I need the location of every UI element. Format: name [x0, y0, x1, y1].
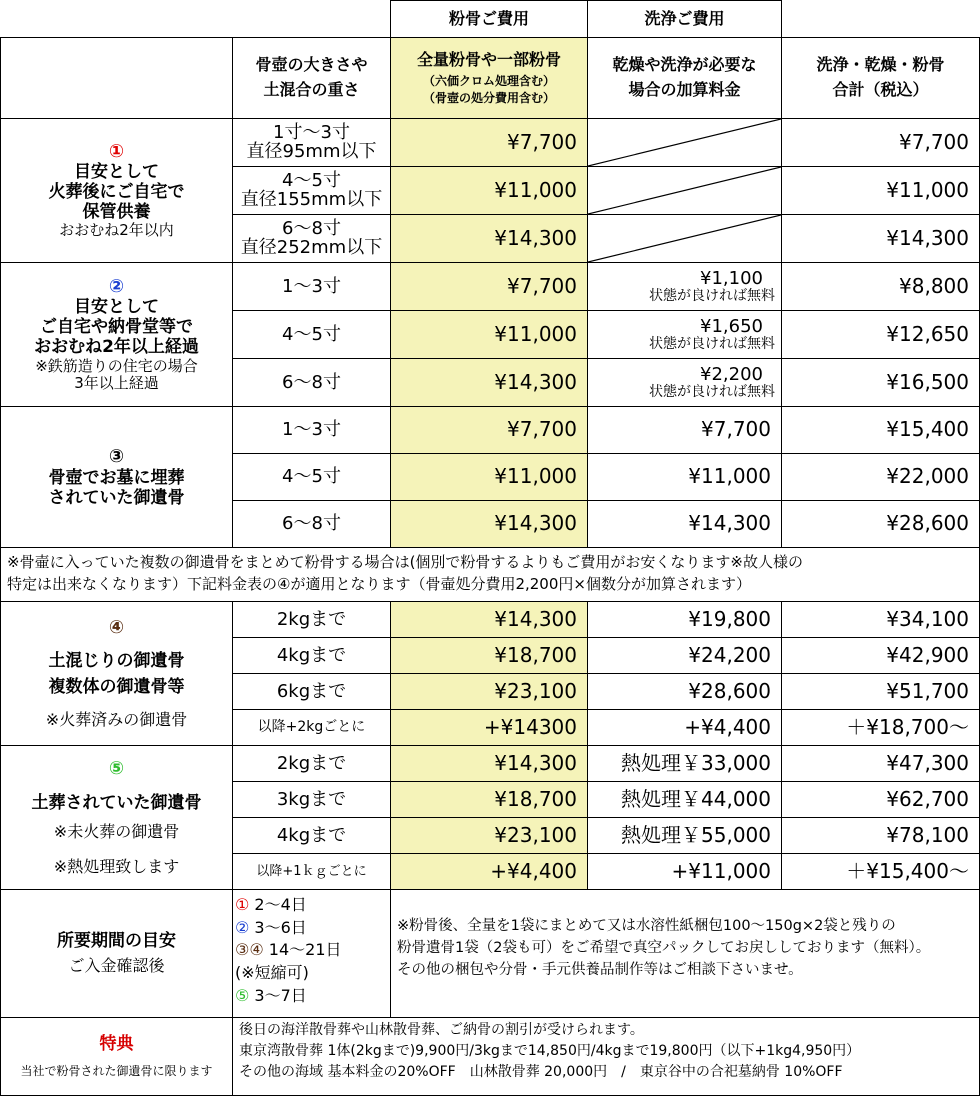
tokuten-line2: 東京湾散骨葬 1体(2kgまで)9,900円/3kgまで14,850円/4kgまで19,800円（以下+1kg4,950円） [239, 1043, 861, 1059]
s1-row2-total [781, 166, 980, 215]
section4-title-line1: 土混じりの御遺骨 [48, 650, 185, 671]
s3-row1-senjo-value: ¥7,700 [701, 417, 771, 442]
s5-row4-total [781, 853, 980, 890]
section4-title-line2: 複数体の御遺骨等 [48, 676, 185, 697]
tokuten-line1: 後日の海洋散骨葬や山林散骨葬、ご納骨の割引が受けられます。 [239, 1022, 644, 1038]
slash-icon [588, 119, 781, 166]
s4-row1-funkotsu [390, 601, 588, 638]
s2-row1-size [232, 262, 391, 311]
s5-row2-size-value: 3kgまで [276, 788, 347, 810]
slash-icon [588, 167, 781, 214]
tokuten-body [232, 1017, 980, 1096]
s2-row3-senjo-value: ¥2,200 [700, 363, 763, 385]
s3-row3-total-value: ¥28,600 [886, 511, 969, 536]
s1-row1-total [781, 118, 980, 167]
section5-label [0, 745, 233, 890]
period-note-line3: その他の梱包や分骨・手元供養品制作等はご相談下さいませ。 [397, 961, 803, 978]
section4-marker: ④ [108, 617, 125, 639]
s3-row3-senjo-value: ¥14,300 [688, 511, 771, 536]
s1-row3-size [232, 214, 391, 263]
s4-row4-size [232, 709, 391, 746]
s1-row2-funkotsu-value: ¥11,000 [494, 177, 577, 202]
period-item-4-text: (※短縮可) [235, 963, 309, 983]
s4-row2-total-value: ¥42,900 [886, 642, 969, 667]
section3-label [0, 406, 233, 548]
middle-note [0, 547, 980, 602]
s1-row1-size-b: 直径95mm以下 [246, 140, 377, 162]
header-senjo [587, 37, 782, 119]
s4-row2-total [781, 637, 980, 674]
middle-note-line2: 特定は出来なくなります）下記料金表の④が適用となります（骨壷処分費用2,200円×個数分が加算されます） [7, 574, 751, 593]
s3-row1-senjo [587, 406, 782, 454]
s5-row4-total-value: ＋¥15,400～ [846, 858, 969, 883]
s5-row2-funkotsu [390, 781, 588, 818]
s3-row2-total [781, 453, 980, 501]
period-item-1-text: 2～4日 [249, 895, 307, 914]
s1-row3-total [781, 214, 980, 263]
s2-row3-size-value: 6～8寸 [282, 371, 341, 393]
s5-row2-size [232, 781, 391, 818]
s4-row4-funkotsu-value: +¥14300 [483, 714, 577, 739]
s2-row1-senjo-note: 状態が良ければ無料 [649, 287, 775, 304]
s4-row1-total-value: ¥34,100 [886, 606, 969, 631]
header-group-senjo-label: 洗浄ご費用 [644, 8, 725, 28]
s3-row2-funkotsu [390, 453, 588, 501]
s5-row2-senjo-value: 熱処理￥44,000 [621, 786, 771, 811]
period-item-1-marker: ① [235, 895, 250, 914]
s5-row1-total [781, 745, 980, 782]
s1-row3-size-a: 6～8寸 [282, 217, 341, 239]
period-item-3-text: 14～21日 [263, 940, 342, 960]
s5-row1-size-value: 2kgまで [276, 752, 347, 774]
s4-row1-senjo [587, 601, 782, 638]
s3-row1-funkotsu [390, 406, 588, 454]
s5-row2-total [781, 781, 980, 818]
header-funkotsu-line1: 全量粉骨や一部粉骨 [416, 49, 561, 69]
s5-row1-funkotsu-value: ¥14,300 [494, 750, 577, 775]
header-funkotsu [390, 37, 588, 119]
s5-row4-size [232, 853, 391, 890]
s3-row2-senjo-value: ¥11,000 [688, 464, 771, 489]
section5-title: 土葬されていた御遺骨 [31, 793, 202, 814]
s4-row2-funkotsu [390, 637, 588, 674]
s3-row1-size-value: 1～3寸 [282, 419, 341, 441]
s4-row4-senjo-value: +¥4,400 [684, 714, 771, 739]
header-funkotsu-line2: （六価クロム処理含む） [422, 73, 555, 88]
s2-row3-senjo [587, 358, 782, 407]
s5-row2-funkotsu-value: ¥18,700 [494, 786, 577, 811]
s5-row4-funkotsu [390, 853, 588, 890]
s1-row3-funkotsu [390, 214, 588, 263]
section5-sub-line1: ※未火葬の御遺骨 [53, 822, 180, 842]
s4-row3-total-value: ¥51,700 [886, 678, 969, 703]
s2-row3-senjo-note: 状態が良ければ無料 [649, 383, 775, 400]
s5-row3-senjo-value: 熱処理￥55,000 [621, 822, 771, 847]
header-group-senjo [587, 0, 782, 38]
s1-row1-total-value: ¥7,700 [899, 129, 969, 154]
s2-row2-funkotsu-value: ¥11,000 [494, 321, 577, 346]
tokuten-title: 特典 [99, 1034, 134, 1055]
section1-title-line1: 目安として [74, 162, 159, 183]
s4-row3-total [781, 673, 980, 710]
period-item-3-marker: ③④ [235, 940, 264, 960]
slash-icon [588, 215, 781, 262]
s1-row3-total-value: ¥14,300 [886, 225, 969, 250]
period-item-5 [235, 985, 342, 1008]
section1-marker: ① [108, 140, 125, 162]
s5-row3-size-value: 4kgまで [276, 824, 347, 846]
s1-row3-senjo-na [587, 214, 782, 263]
s2-row3-size [232, 358, 391, 407]
s4-row2-senjo [587, 637, 782, 674]
s4-row1-funkotsu-value: ¥14,300 [494, 606, 577, 631]
s3-row3-total [781, 500, 980, 548]
s1-row2-size-b: 直径155mm以下 [240, 188, 383, 210]
s4-row3-funkotsu [390, 673, 588, 710]
header-total [781, 37, 980, 119]
section3-marker: ③ [108, 446, 125, 468]
s2-row1-funkotsu [390, 262, 588, 311]
section2-sub-line1: ※鉄筋造りの住宅の場合 [35, 356, 198, 375]
s2-row3-total-value: ¥16,500 [886, 369, 969, 394]
s4-row3-senjo [587, 673, 782, 710]
s4-row4-funkotsu [390, 709, 588, 746]
header-blank [0, 37, 233, 119]
period-item-4 [235, 962, 342, 985]
s1-row3-funkotsu-value: ¥14,300 [494, 225, 577, 250]
s5-row4-senjo-value: +¥11,000 [671, 858, 771, 883]
header-funkotsu-line3: （骨壺の処分費用含む） [422, 90, 555, 105]
s3-row3-size-value: 6～8寸 [282, 513, 341, 535]
period-item-2 [235, 917, 342, 940]
s5-row3-total [781, 817, 980, 854]
section5-marker: ⑤ [108, 757, 125, 779]
period-item-1 [235, 894, 342, 917]
s3-row1-total-value: ¥15,400 [886, 417, 969, 442]
s4-row4-size-value: 以降+2kgごとに [257, 719, 366, 736]
s3-row3-funkotsu [390, 500, 588, 548]
s5-row3-funkotsu-value: ¥23,100 [494, 822, 577, 847]
s5-row1-funkotsu [390, 745, 588, 782]
s4-row1-size [232, 601, 391, 638]
s2-row2-total-value: ¥12,650 [886, 321, 969, 346]
s5-row1-size [232, 745, 391, 782]
s1-row1-funkotsu-value: ¥7,700 [507, 129, 577, 154]
section2-title-line3: おおむね2年以上経過 [34, 337, 199, 358]
s1-row2-size-a: 4～5寸 [282, 169, 341, 191]
s3-row1-size [232, 406, 391, 454]
section1-title-line2: 火葬後にご自宅で [48, 182, 185, 203]
s4-row1-size-value: 2kgまで [276, 608, 347, 630]
s3-row3-funkotsu-value: ¥14,300 [494, 511, 577, 536]
s4-row4-senjo [587, 709, 782, 746]
s1-row1-size [232, 118, 391, 167]
s1-row1-senjo-na [587, 118, 782, 167]
s2-row2-senjo-note: 状態が良ければ無料 [649, 335, 775, 352]
s2-row1-senjo [587, 262, 782, 311]
period-items [233, 890, 342, 1008]
period-title: 所要期間の目安 [57, 931, 176, 952]
s4-row1-total [781, 601, 980, 638]
s4-row4-total [781, 709, 980, 746]
section3-title-line2: されていた御遺骨 [48, 487, 185, 508]
section2-marker: ② [108, 276, 125, 298]
period-item-3 [235, 939, 342, 962]
s1-row2-total-value: ¥11,000 [886, 177, 969, 202]
header-total-line1: 洗浄・乾燥・粉骨 [816, 55, 945, 75]
period-item-2-marker: ② [235, 917, 250, 937]
s5-row2-total-value: ¥62,700 [886, 786, 969, 811]
s4-row2-size-value: 4kgまで [276, 644, 347, 666]
s2-row1-total-value: ¥8,800 [899, 273, 969, 298]
period-note-text [397, 916, 973, 981]
s3-row2-size [232, 453, 391, 501]
s2-row2-total [781, 310, 980, 359]
period-sub: ご入金確認後 [68, 956, 165, 976]
s1-row1-funkotsu [390, 118, 588, 167]
middle-note-text [7, 552, 973, 596]
s5-row4-funkotsu-value: +¥4,400 [490, 858, 577, 883]
s4-row3-senjo-value: ¥28,600 [688, 678, 771, 703]
header-senjo-line1: 乾燥や洗浄が必要な [612, 55, 757, 75]
s2-row2-senjo [587, 310, 782, 359]
s5-row4-size-value: 以降+1ｋｇごとに [256, 863, 367, 879]
header-size-line1: 骨壺の大きさや [255, 55, 368, 75]
s2-row2-size [232, 310, 391, 359]
s4-row2-size [232, 637, 391, 674]
section1-title-line3: 保管供養 [82, 202, 151, 223]
s2-row1-total [781, 262, 980, 311]
s1-row2-funkotsu [390, 166, 588, 215]
header-group-funkotsu-label: 粉骨ご費用 [448, 8, 529, 28]
section2-sub-line2: 3年以上経過 [74, 374, 159, 393]
section4-sub: ※火葬済みの御遺骨 [45, 709, 188, 729]
s3-row2-total-value: ¥22,000 [886, 464, 969, 489]
s1-row2-senjo-na [587, 166, 782, 215]
period-item-5-text: 3～7日 [249, 985, 307, 1005]
s2-row1-funkotsu-value: ¥7,700 [507, 273, 577, 298]
s4-row2-funkotsu-value: ¥18,700 [494, 642, 577, 667]
section2-title-line2: ご自宅や納骨堂等で [40, 317, 193, 338]
s2-row2-senjo-value: ¥1,650 [700, 315, 763, 337]
s2-row3-total [781, 358, 980, 407]
period-list [232, 889, 391, 1018]
tokuten-label [0, 1017, 233, 1096]
s5-row4-senjo [587, 853, 782, 890]
s5-row1-total-value: ¥47,300 [886, 750, 969, 775]
s5-row2-senjo [587, 781, 782, 818]
s4-row2-senjo-value: ¥24,200 [688, 642, 771, 667]
period-note-line2: 粉骨遺骨1袋（2袋も可）をご希望で真空パックしてお戻ししております（無料）。 [397, 939, 931, 956]
s3-row3-size [232, 500, 391, 548]
s4-row4-total-value: ＋¥18,700～ [846, 714, 969, 739]
middle-note-line1: ※骨壷に入っていた複数の御遺骨をまとめて粉骨する場合は(個別で粉骨するよりもご費用がお安くなります※故人様の [7, 553, 803, 571]
header-group-funkotsu [390, 0, 588, 38]
section5-sub-line2: ※熱処理致します [53, 857, 180, 877]
s3-row3-senjo [587, 500, 782, 548]
s4-row3-size [232, 673, 391, 710]
section2-title-line1: 目安として [74, 297, 159, 318]
header-size-line2: 土混合の重さ [263, 80, 360, 99]
tokuten-text [239, 1020, 973, 1083]
period-item-2-text: 3～6日 [249, 917, 307, 937]
section2-label [0, 262, 233, 407]
s5-row3-size [232, 817, 391, 854]
section3-title-line1: 骨壺でお墓に埋葬 [48, 467, 185, 488]
s2-row1-size-value: 1～3寸 [282, 275, 341, 297]
s4-row3-funkotsu-value: ¥23,100 [494, 678, 577, 703]
section1-sub: おおむね2年以内 [59, 221, 174, 240]
s4-row1-senjo-value: ¥19,800 [688, 606, 771, 631]
s5-row3-senjo [587, 817, 782, 854]
s5-row1-senjo [587, 745, 782, 782]
s1-row2-size [232, 166, 391, 215]
header-senjo-line2: 場合の加算料金 [628, 80, 741, 99]
s1-row1-size-a: 1寸～3寸 [273, 121, 350, 143]
s2-row3-funkotsu-value: ¥14,300 [494, 369, 577, 394]
period-item-5-marker: ⑤ [235, 985, 250, 1005]
header-size [232, 37, 391, 119]
section4-label [0, 601, 233, 746]
s1-row3-size-b: 直径252mm以下 [240, 236, 383, 258]
s2-row2-size-value: 4～5寸 [282, 323, 341, 345]
s3-row2-senjo [587, 453, 782, 501]
s2-row3-funkotsu [390, 358, 588, 407]
period-label [0, 889, 233, 1018]
s3-row2-funkotsu-value: ¥11,000 [494, 464, 577, 489]
s5-row3-total-value: ¥78,100 [886, 822, 969, 847]
s2-row2-funkotsu [390, 310, 588, 359]
header-total-line2: 合計（税込） [832, 80, 929, 99]
period-note-line1: ※粉骨後、全量を1袋にまとめて又は水溶性紙梱包100～150g×2袋と残りの [397, 918, 896, 934]
section1-label [0, 118, 233, 263]
tokuten-sub: 当社で粉骨された御遺骨に限ります [20, 1064, 213, 1079]
s2-row1-senjo-value: ¥1,100 [700, 267, 763, 289]
tokuten-line3: その他の海域 基本料金の20%OFF 山林散骨葬 20,000円 / 東京谷中の合祀墓納骨 10%OFF [239, 1064, 843, 1080]
s5-row3-funkotsu [390, 817, 588, 854]
period-note [390, 889, 980, 1018]
s3-row1-funkotsu-value: ¥7,700 [507, 417, 577, 442]
s3-row2-size-value: 4～5寸 [282, 466, 341, 488]
s3-row1-total [781, 406, 980, 454]
s4-row3-size-value: 6kgまで [276, 680, 347, 702]
s5-row1-senjo-value: 熱処理￥33,000 [621, 750, 771, 775]
